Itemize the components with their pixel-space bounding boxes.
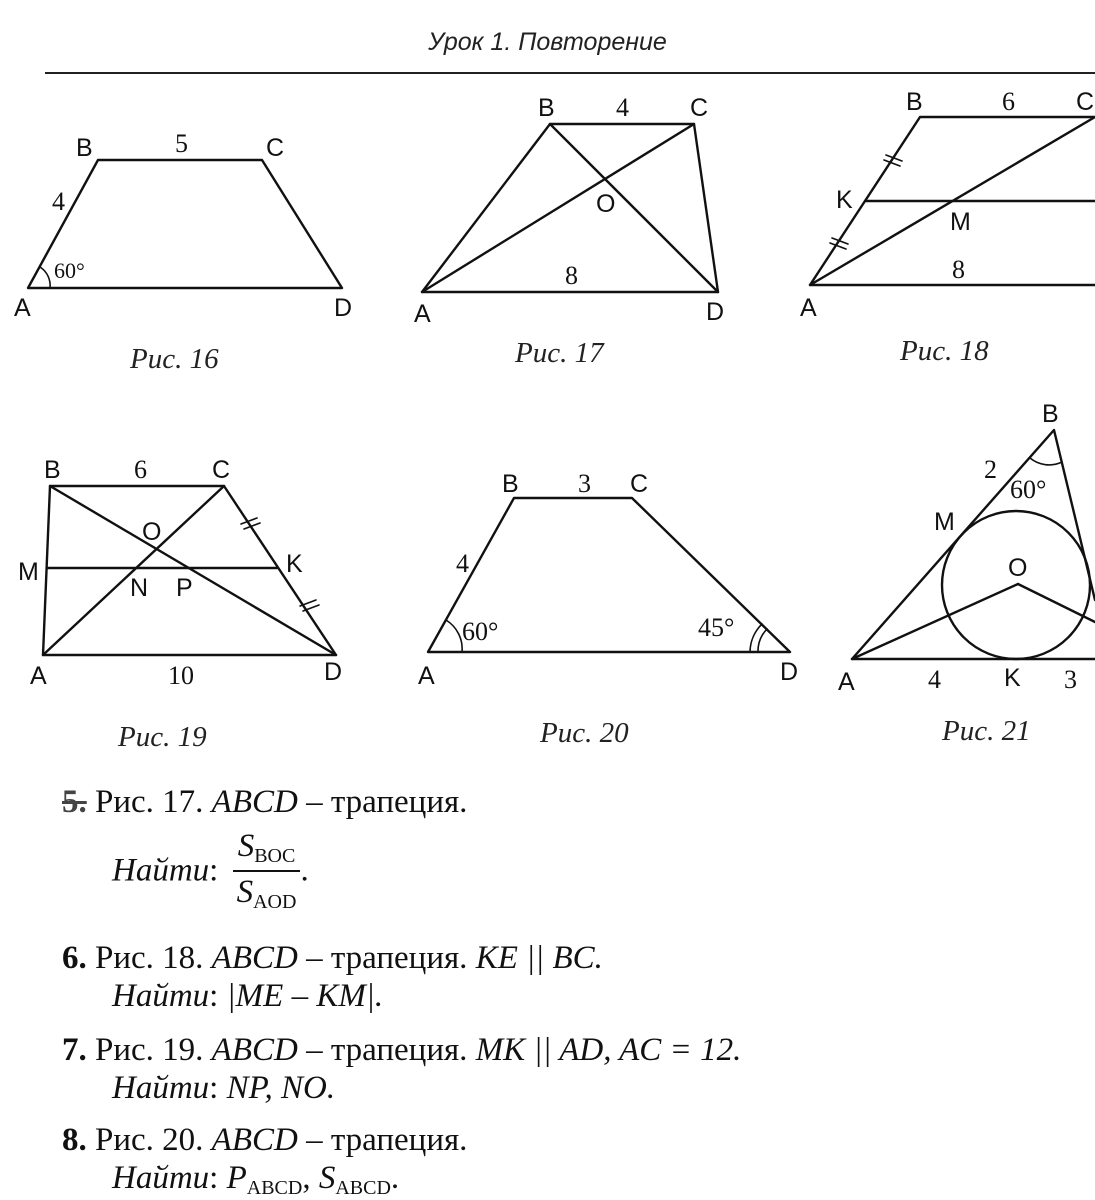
figure-17 bbox=[414, 93, 724, 369]
fig19-diagonal-ac bbox=[43, 486, 224, 655]
figure-20 bbox=[418, 469, 798, 749]
problem-5 bbox=[62, 786, 467, 819]
problem-8-dash: – bbox=[306, 1122, 323, 1158]
problem-5-number: 5. bbox=[62, 784, 87, 820]
fig19-side-ad: 10 bbox=[168, 661, 194, 690]
fig19-side-bc: 6 bbox=[134, 455, 147, 484]
problem-5-statement: трапеция. bbox=[330, 784, 468, 820]
fig21-label-a: A bbox=[838, 668, 855, 696]
figure-18 bbox=[800, 87, 1095, 367]
fig21-seg-bm: 2 bbox=[984, 455, 997, 484]
fig20-label-a: A bbox=[418, 662, 435, 690]
problem-8-ref: Рис. 20. bbox=[95, 1122, 204, 1158]
fig18-label-a: A bbox=[800, 294, 817, 322]
fig17-label-d: D bbox=[706, 298, 725, 326]
fig18-side-bc: 6 bbox=[1002, 87, 1015, 116]
fig21-seg-k-right: 3 bbox=[1064, 665, 1077, 694]
fig20-caption: Рис. 20 bbox=[540, 717, 629, 749]
fig21-angle-b: 60° bbox=[1010, 475, 1047, 504]
problem-5-num-sub: BOC bbox=[254, 845, 296, 867]
fig21-label-o: O bbox=[1008, 554, 1028, 582]
problem-6-find: Найти: |ME – KM|. bbox=[112, 978, 384, 1014]
problem-5-find-label: Найти bbox=[112, 852, 210, 889]
fig21-angle-b-arc bbox=[1030, 458, 1062, 465]
fig19-label-o: O bbox=[142, 518, 162, 546]
problem-5-dash: – bbox=[306, 784, 323, 820]
fig17-side-bc: 4 bbox=[616, 93, 629, 122]
fig16-caption: Рис. 16 bbox=[130, 343, 219, 375]
fig17-caption: Рис. 17 bbox=[515, 337, 604, 369]
problem-6-find-label: Найти bbox=[112, 978, 210, 1014]
problem-8 bbox=[62, 1124, 467, 1157]
fig19-label-k: K bbox=[286, 550, 303, 578]
problem-7-figure: ABCD bbox=[211, 1032, 298, 1068]
fig16-angle-a: 60° bbox=[54, 258, 85, 283]
fig19-label-m: M bbox=[18, 558, 39, 586]
fig20-angle-a-arc bbox=[446, 620, 462, 652]
fig16-side-ab: 4 bbox=[52, 187, 65, 216]
problem-7-dash: – bbox=[306, 1032, 323, 1068]
fig21-seg-ak: 4 bbox=[928, 665, 941, 694]
fig16-label-a: A bbox=[14, 294, 31, 322]
problem-8-find-label: Найти bbox=[112, 1160, 210, 1196]
page-header: Урок 1. Повторение bbox=[428, 28, 667, 56]
problem-5-ref: Рис. 17. bbox=[95, 784, 204, 820]
problem-7-condition: MK || AD, AC = 12. bbox=[475, 1032, 742, 1068]
figure-19 bbox=[18, 455, 342, 753]
problem-6-ref: Рис. 18. bbox=[95, 940, 204, 976]
fig21-triangle bbox=[852, 430, 1095, 659]
fig20-label-d: D bbox=[780, 658, 799, 686]
fig19-label-d: D bbox=[324, 658, 343, 686]
problem-7-ref: Рис. 19. bbox=[95, 1032, 204, 1068]
problem-8-sep: , bbox=[302, 1160, 311, 1196]
fig20-label-b: B bbox=[502, 470, 519, 498]
fig16-label-c: C bbox=[266, 134, 285, 162]
problem-6 bbox=[62, 942, 603, 975]
problem-5-end: . bbox=[300, 852, 309, 889]
problem-5-fraction bbox=[233, 830, 301, 912]
fig17-side-ad: 8 bbox=[565, 261, 578, 290]
fig19-label-b: B bbox=[44, 456, 61, 484]
fig21-label-m: M bbox=[934, 508, 955, 536]
problem-8-number: 8. bbox=[62, 1122, 87, 1158]
problem-5-den-letter: S bbox=[236, 874, 254, 910]
fig21-label-k: K bbox=[1004, 664, 1021, 692]
problem-8-s-sub: ABCD bbox=[335, 1177, 391, 1199]
problem-5-figure: ABCD bbox=[211, 784, 298, 820]
problem-6-number: 6. bbox=[62, 940, 87, 976]
fig18-label-c: C bbox=[1076, 88, 1095, 116]
fig20-side-bc: 3 bbox=[578, 469, 591, 498]
problem-8-statement: трапеция. bbox=[330, 1122, 468, 1158]
fig20-angle-d: 45° bbox=[698, 613, 735, 642]
problem-7-number: 7. bbox=[62, 1032, 87, 1068]
fig16-angle-arc bbox=[40, 267, 50, 288]
fig17-label-b: B bbox=[538, 94, 555, 122]
problem-7-find-label: Найти bbox=[112, 1070, 210, 1106]
problem-8-end: . bbox=[390, 1160, 400, 1196]
fig21-label-b: B bbox=[1042, 400, 1059, 428]
fig20-angle-a: 60° bbox=[462, 617, 499, 646]
fig19-label-a: A bbox=[30, 662, 47, 690]
fig16-label-d: D bbox=[334, 294, 353, 322]
figure-21 bbox=[838, 400, 1095, 747]
fig18-label-b: B bbox=[906, 88, 923, 116]
fig18-caption: Рис. 18 bbox=[900, 335, 989, 367]
fig16-label-b: B bbox=[76, 134, 93, 162]
fig18-label-m: M bbox=[950, 208, 971, 236]
problem-6-condition: KE || BC. bbox=[475, 940, 603, 976]
fig21-caption: Рис. 21 bbox=[942, 715, 1031, 747]
fig16-side-bc: 5 bbox=[175, 129, 188, 158]
fig18-label-k: K bbox=[836, 186, 853, 214]
problem-8-figure: ABCD bbox=[211, 1122, 298, 1158]
problem-6-figure: ABCD bbox=[211, 940, 298, 976]
fig19-caption: Рис. 19 bbox=[118, 721, 207, 753]
problem-6-find-value: |ME – KM|. bbox=[226, 978, 384, 1014]
fig17-diagonal-ac bbox=[422, 124, 694, 292]
problem-5-num-letter: S bbox=[237, 828, 255, 864]
figure-16 bbox=[14, 129, 352, 375]
fig21-line-ao bbox=[852, 584, 1018, 659]
fig20-label-c: C bbox=[630, 470, 649, 498]
problem-5-den-sub: AOD bbox=[253, 891, 297, 913]
problem-8-s-letter: S bbox=[318, 1160, 336, 1196]
fig19-label-n: N bbox=[130, 574, 149, 602]
problem-7-find-value: NP, NO. bbox=[226, 1070, 336, 1106]
fig18-side-ad: 8 bbox=[952, 255, 965, 284]
problem-7 bbox=[62, 1034, 741, 1067]
problem-7-find: Найти: NP, NO. bbox=[112, 1070, 336, 1106]
problem-8-p-letter: P bbox=[226, 1160, 247, 1196]
problem-6-dash: – bbox=[306, 940, 323, 976]
fig20-side-ab: 4 bbox=[456, 549, 469, 578]
fig19-label-c: C bbox=[212, 456, 231, 484]
fig19-label-p: P bbox=[176, 574, 193, 602]
fig17-label-a: A bbox=[414, 300, 431, 328]
fig21-line-oright bbox=[1018, 584, 1095, 622]
fig17-label-o: O bbox=[596, 190, 616, 218]
problem-6-statement: трапеция. bbox=[330, 940, 468, 976]
fig20-angle-d-arc-1 bbox=[758, 629, 767, 652]
problem-8-find: Найти: $P_{ABCD}$, $S_{ABCD}$. bbox=[112, 1160, 400, 1199]
problem-7-statement: трапеция. bbox=[330, 1032, 468, 1068]
problem-8-p-sub: ABCD bbox=[246, 1177, 303, 1199]
problem-5-find: Найти: $\frac{S_{BOC}}{S_{AOD}}$ . bbox=[112, 828, 309, 913]
fig17-label-c: C bbox=[690, 94, 709, 122]
